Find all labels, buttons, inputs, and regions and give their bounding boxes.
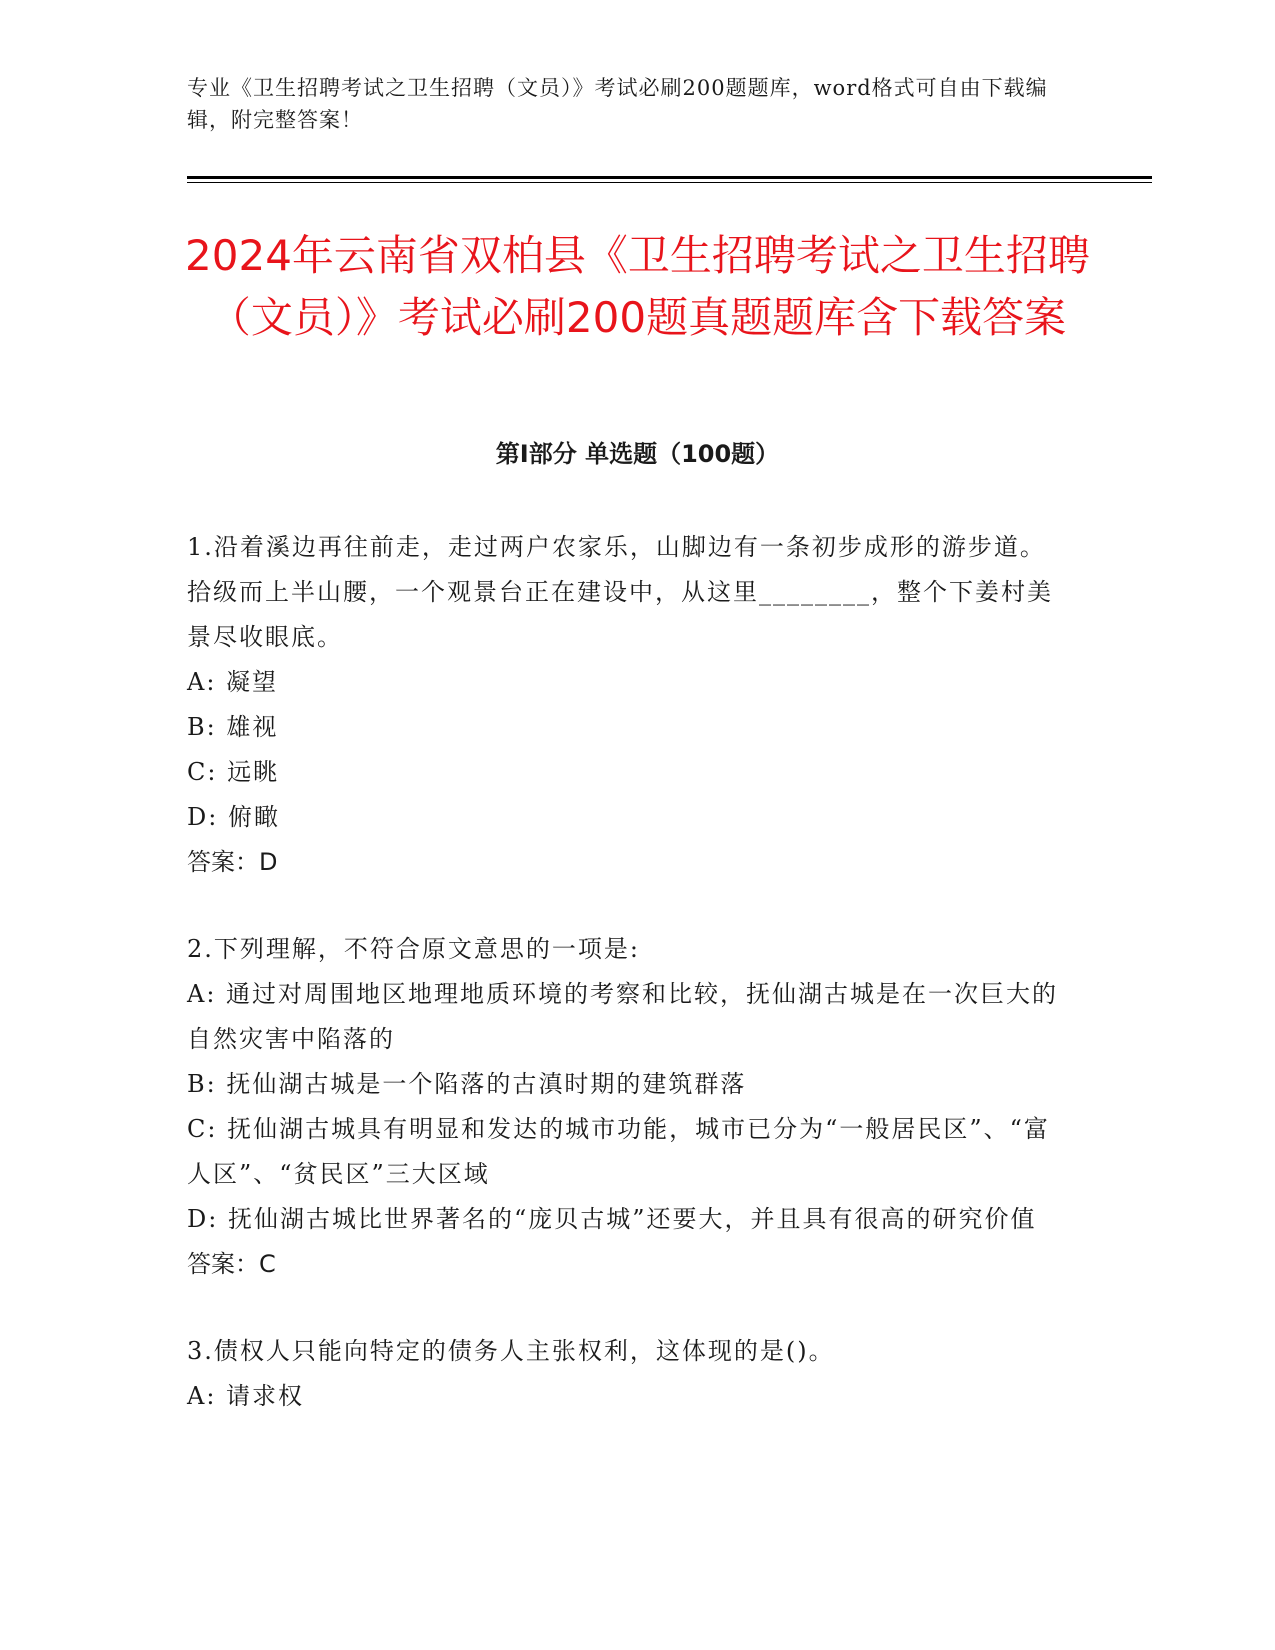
answer: 答案：C <box>187 1250 276 1278</box>
option-a: A: 请求权 <box>187 1382 305 1410</box>
option-a: A: 凝望 <box>187 668 279 696</box>
question-3 <box>187 1329 1067 1419</box>
header-divider-thin <box>187 182 1152 183</box>
section-title: 第Ⅰ部分 单选题（100题） <box>495 440 780 468</box>
spacer <box>187 885 1067 927</box>
question-list <box>187 525 1067 1419</box>
option-b: B: 抚仙湖古城是一个陷落的古滇时期的建筑群落 <box>187 1070 747 1098</box>
question-2 <box>187 927 1067 1287</box>
document-title: 2024年云南省双柏县《卫生招聘考试之卫生招聘（文员）》考试必刷200题真题题库含下载答案 <box>185 231 1090 342</box>
spacer <box>187 1287 1067 1329</box>
option-c: C: 远眺 <box>187 758 280 786</box>
option-d: D: 抚仙湖古城比世界著名的“庞贝古城”还要大，并且具有很高的研究价值 <box>187 1205 1037 1233</box>
question-stem: 2.下列理解，不符合原文意思的一项是: <box>187 935 640 963</box>
question-stem: 3.债权人只能向特定的债务人主张权利，这体现的是()。 <box>187 1337 835 1365</box>
option-d: D: 俯瞰 <box>187 803 280 831</box>
question-stem: 1.沿着溪边再往前走，走过两户农家乐，山脚边有一条初步成形的游步道。拾级而上半山腰，一个观景台正在建设中，从这里________，整个下姜村美景尽收眼底。 <box>187 533 1053 651</box>
option-a: A: 通过对周围地区地理地质环境的考察和比较，抚仙湖古城是在一次巨大的自然灾害中陷落的 <box>187 980 1059 1053</box>
option-b: B: 雄视 <box>187 713 279 741</box>
answer: 答案：D <box>187 848 278 876</box>
option-c: C: 抚仙湖古城具有明显和发达的城市功能，城市已分为“一般居民区”、“富人区”、“贫民区”三大区域 <box>187 1115 1050 1188</box>
header-divider-thick <box>187 176 1152 179</box>
question-1 <box>187 525 1067 885</box>
header-note: 专业《卫生招聘考试之卫生招聘（文员）》考试必刷200题题库，word格式可自由下载编辑，附完整答案！ <box>187 76 1048 132</box>
